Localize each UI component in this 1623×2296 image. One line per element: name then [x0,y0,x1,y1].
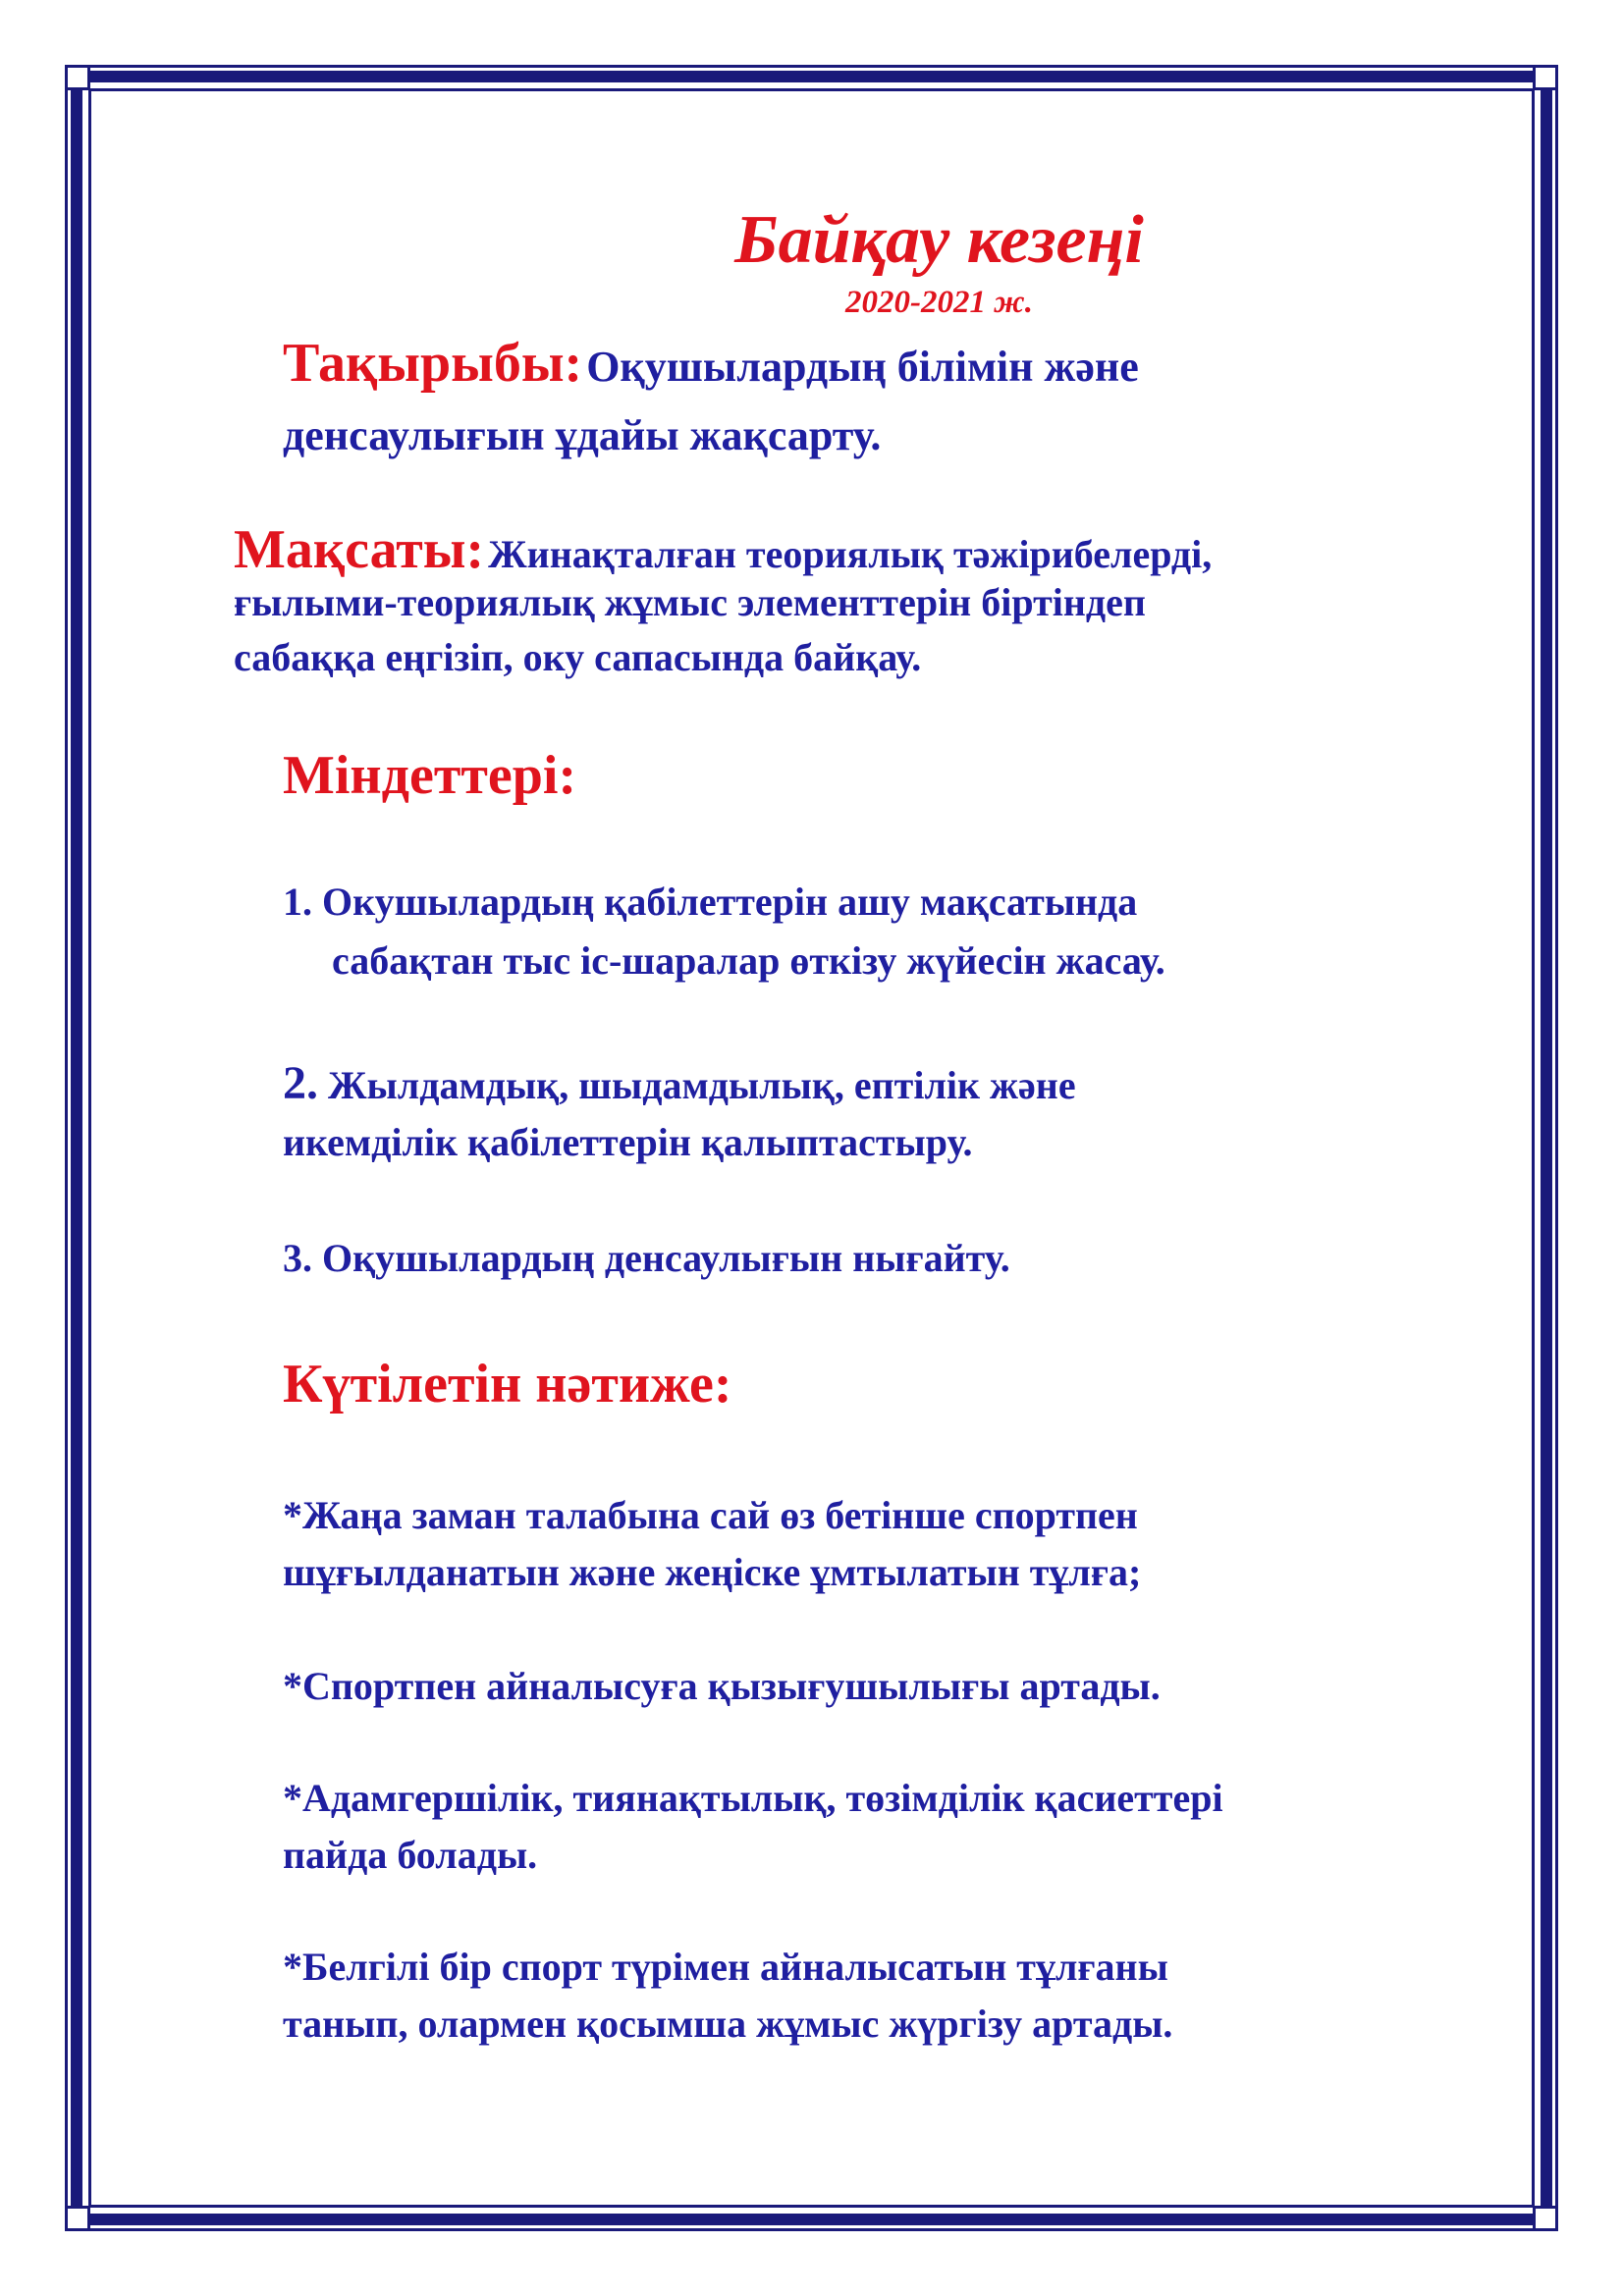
goal-text-3: сабаққа еңгізіп, оку сапасында байқау. [234,635,922,679]
result-3-line-1: *Адамгершілік, тиянақтылық, төзімділік қасиеттері [283,1776,1223,1820]
task-3-line-1: 3. Оқушылардың денсаулығын нығайту. [283,1236,1010,1280]
result-3-line-2: пайда болады. [283,1833,538,1877]
goal-text-2: ғылыми-теориялық жұмыс элементтерін біртіндеп [234,580,1146,624]
task-1-line-2: сабақтан тыс іс-шаралар өткізу жүйесін жасау. [332,938,1165,983]
task-2-line-2: икемділік қабілеттерін қалыптастыру. [283,1120,973,1164]
result-4-line-1: *Белгілі бір спорт түрімен айналысатын тұлғаны [283,1945,1168,1989]
topic-text-2: денсаулығын ұдайы жақсарту. [283,411,882,459]
goal-line-1 [234,518,1212,581]
corner-ornament-top-right [1533,65,1558,90]
topic-label: Тақырыбы: [283,333,583,394]
page-title: Байқау кезеңі [734,202,1144,278]
corner-ornament-bottom-right [1533,2206,1558,2231]
goal-label: Мақсаты: [234,519,485,580]
result-1-line-2: шұғылданатын және жеңіске ұмтылатын тұлға; [283,1550,1142,1594]
tasks-label: Міндеттері: [283,745,577,806]
results-label: Күтілетін нәтиже: [283,1354,732,1415]
corner-ornament-top-left [65,65,90,90]
page-year: 2020-2021 ж. [845,285,1033,320]
goal-text-1: Жинақталған теориялық тәжірибелерді, [488,532,1213,576]
task-2-line-1 [283,1056,1076,1110]
topic-text-1: Оқушылардың білімін және [586,343,1139,391]
result-2-line-1: *Спортпен айналысуға қызығушылығы артады. [283,1664,1161,1708]
topic-line-1 [283,332,1139,395]
corner-ornament-bottom-left [65,2206,90,2231]
task-1-line-1: 1. Окушылардың қабілеттерін ашу мақсатында [283,880,1138,924]
task-2-text-1: Жылдамдық, шыдамдылық, ептілік және [318,1063,1076,1107]
result-1-line-1: *Жаңа заман талабына сай өз бетінше спортпен [283,1493,1138,1537]
result-4-line-2: танып, олармен қосымша жұмыс жүргізу артады. [283,2002,1173,2046]
task-2-number: 2. [283,1057,318,1109]
